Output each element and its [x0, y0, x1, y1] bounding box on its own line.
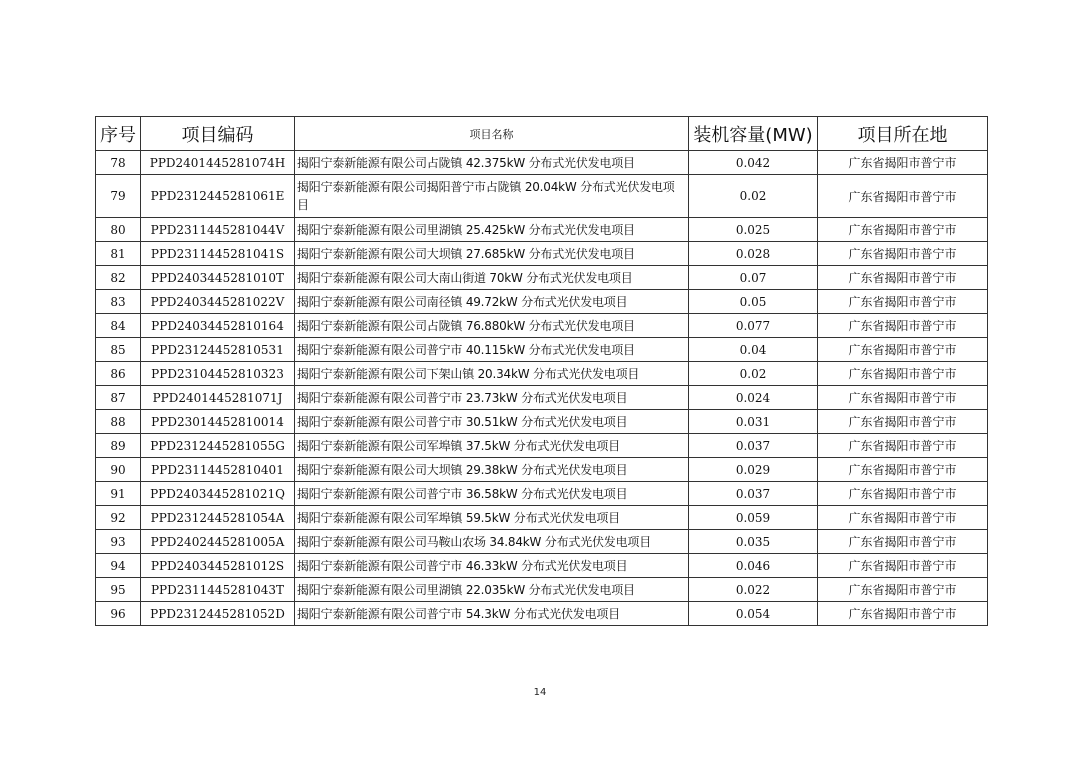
cell-code: PPD24034452810164: [141, 314, 295, 338]
cell-capacity: 0.02: [689, 175, 818, 218]
cell-code: PPD2403445281021Q: [141, 482, 295, 506]
cell-name: 揭阳宁泰新能源有限公司普宁市 46.33kW 分布式光伏发电项目: [295, 554, 689, 578]
cell-no: 92: [96, 506, 141, 530]
cell-capacity: 0.046: [689, 554, 818, 578]
header-row: [96, 117, 988, 151]
cell-capacity: 0.042: [689, 151, 818, 175]
cell-code: PPD2311445281043T: [141, 578, 295, 602]
cell-no: 86: [96, 362, 141, 386]
table-row: [96, 554, 988, 578]
header-name: 项目名称: [295, 117, 689, 151]
page-number: 14: [533, 687, 547, 698]
cell-no: 88: [96, 410, 141, 434]
cell-location: 广东省揭阳市普宁市: [818, 218, 988, 242]
cell-no: 87: [96, 386, 141, 410]
cell-name: 揭阳宁泰新能源有限公司大坝镇 29.38kW 分布式光伏发电项目: [295, 458, 689, 482]
table-row: [96, 434, 988, 458]
cell-name: 揭阳宁泰新能源有限公司里湖镇 22.035kW 分布式光伏发电项目: [295, 578, 689, 602]
table-row: [96, 362, 988, 386]
cell-capacity: 0.059: [689, 506, 818, 530]
header-code: 项目编码: [141, 117, 295, 151]
cell-capacity: 0.022: [689, 578, 818, 602]
cell-location: 广东省揭阳市普宁市: [818, 602, 988, 626]
table-body: [96, 151, 988, 626]
cell-location: 广东省揭阳市普宁市: [818, 242, 988, 266]
cell-name: 揭阳宁泰新能源有限公司普宁市 54.3kW 分布式光伏发电项目: [295, 602, 689, 626]
table-row: [96, 578, 988, 602]
cell-code: PPD23014452810014: [141, 410, 295, 434]
cell-capacity: 0.054: [689, 602, 818, 626]
cell-capacity: 0.07: [689, 266, 818, 290]
table-row: [96, 290, 988, 314]
cell-code: PPD2401445281074H: [141, 151, 295, 175]
cell-name: 揭阳宁泰新能源有限公司马鞍山农场 34.84kW 分布式光伏发电项目: [295, 530, 689, 554]
cell-code: PPD2403445281012S: [141, 554, 295, 578]
table-row: [96, 602, 988, 626]
cell-location: 广东省揭阳市普宁市: [818, 482, 988, 506]
table-row: [96, 242, 988, 266]
cell-capacity: 0.05: [689, 290, 818, 314]
cell-location: 广东省揭阳市普宁市: [818, 506, 988, 530]
cell-code: PPD23104452810323: [141, 362, 295, 386]
cell-code: PPD2312445281055G: [141, 434, 295, 458]
cell-code: PPD2401445281071J: [141, 386, 295, 410]
cell-code: PPD2311445281044V: [141, 218, 295, 242]
cell-code: PPD2403445281022V: [141, 290, 295, 314]
table-row: [96, 386, 988, 410]
cell-no: 94: [96, 554, 141, 578]
cell-no: 85: [96, 338, 141, 362]
cell-name: 揭阳宁泰新能源有限公司里湖镇 25.425kW 分布式光伏发电项目: [295, 218, 689, 242]
cell-location: 广东省揭阳市普宁市: [818, 578, 988, 602]
cell-no: 84: [96, 314, 141, 338]
table-row: [96, 314, 988, 338]
cell-name: 揭阳宁泰新能源有限公司普宁市 36.58kW 分布式光伏发电项目: [295, 482, 689, 506]
cell-name: 揭阳宁泰新能源有限公司揭阳普宁市占陇镇 20.04kW 分布式光伏发电项目: [295, 175, 689, 218]
table-row: [96, 218, 988, 242]
cell-location: 广东省揭阳市普宁市: [818, 362, 988, 386]
cell-location: 广东省揭阳市普宁市: [818, 314, 988, 338]
cell-name: 揭阳宁泰新能源有限公司南径镇 49.72kW 分布式光伏发电项目: [295, 290, 689, 314]
cell-no: 82: [96, 266, 141, 290]
table-row: [96, 175, 988, 218]
cell-no: 78: [96, 151, 141, 175]
cell-location: 广东省揭阳市普宁市: [818, 434, 988, 458]
cell-name: 揭阳宁泰新能源有限公司军埠镇 59.5kW 分布式光伏发电项目: [295, 506, 689, 530]
table-header: [96, 117, 988, 151]
table-row: [96, 410, 988, 434]
cell-capacity: 0.025: [689, 218, 818, 242]
cell-name: 揭阳宁泰新能源有限公司普宁市 40.115kW 分布式光伏发电项目: [295, 338, 689, 362]
table-row: [96, 338, 988, 362]
cell-no: 91: [96, 482, 141, 506]
table-row: [96, 530, 988, 554]
cell-no: 80: [96, 218, 141, 242]
cell-capacity: 0.04: [689, 338, 818, 362]
cell-location: 广东省揭阳市普宁市: [818, 338, 988, 362]
cell-code: PPD23124452810531: [141, 338, 295, 362]
cell-code: PPD2403445281010T: [141, 266, 295, 290]
cell-no: 81: [96, 242, 141, 266]
cell-no: 96: [96, 602, 141, 626]
cell-capacity: 0.035: [689, 530, 818, 554]
cell-capacity: 0.077: [689, 314, 818, 338]
project-table: [95, 116, 988, 626]
cell-name: 揭阳宁泰新能源有限公司军埠镇 37.5kW 分布式光伏发电项目: [295, 434, 689, 458]
cell-location: 广东省揭阳市普宁市: [818, 458, 988, 482]
cell-capacity: 0.031: [689, 410, 818, 434]
cell-code: PPD2311445281041S: [141, 242, 295, 266]
cell-no: 89: [96, 434, 141, 458]
cell-location: 广东省揭阳市普宁市: [818, 151, 988, 175]
cell-location: 广东省揭阳市普宁市: [818, 554, 988, 578]
cell-no: 95: [96, 578, 141, 602]
table-row: [96, 151, 988, 175]
cell-location: 广东省揭阳市普宁市: [818, 290, 988, 314]
cell-code: PPD2312445281061E: [141, 175, 295, 218]
cell-location: 广东省揭阳市普宁市: [818, 386, 988, 410]
cell-no: 90: [96, 458, 141, 482]
table-row: [96, 458, 988, 482]
cell-capacity: 0.028: [689, 242, 818, 266]
cell-name: 揭阳宁泰新能源有限公司普宁市 23.73kW 分布式光伏发电项目: [295, 386, 689, 410]
cell-location: 广东省揭阳市普宁市: [818, 410, 988, 434]
cell-location: 广东省揭阳市普宁市: [818, 266, 988, 290]
cell-location: 广东省揭阳市普宁市: [818, 530, 988, 554]
header-capacity: 装机容量(MW): [689, 117, 818, 151]
cell-capacity: 0.02: [689, 362, 818, 386]
cell-no: 93: [96, 530, 141, 554]
cell-no: 83: [96, 290, 141, 314]
cell-capacity: 0.037: [689, 482, 818, 506]
cell-name: 揭阳宁泰新能源有限公司普宁市 30.51kW 分布式光伏发电项目: [295, 410, 689, 434]
cell-name: 揭阳宁泰新能源有限公司下架山镇 20.34kW 分布式光伏发电项目: [295, 362, 689, 386]
header-location: 项目所在地: [818, 117, 988, 151]
cell-code: PPD2312445281052D: [141, 602, 295, 626]
cell-capacity: 0.037: [689, 434, 818, 458]
cell-name: 揭阳宁泰新能源有限公司大坝镇 27.685kW 分布式光伏发电项目: [295, 242, 689, 266]
cell-code: PPD23114452810401: [141, 458, 295, 482]
cell-capacity: 0.029: [689, 458, 818, 482]
table-row: [96, 506, 988, 530]
cell-no: 79: [96, 175, 141, 218]
cell-capacity: 0.024: [689, 386, 818, 410]
cell-location: 广东省揭阳市普宁市: [818, 175, 988, 218]
cell-code: PPD2312445281054A: [141, 506, 295, 530]
header-no: 序号: [96, 117, 141, 151]
cell-name: 揭阳宁泰新能源有限公司占陇镇 76.880kW 分布式光伏发电项目: [295, 314, 689, 338]
table-row: [96, 482, 988, 506]
cell-name: 揭阳宁泰新能源有限公司大南山街道 70kW 分布式光伏发电项目: [295, 266, 689, 290]
cell-code: PPD2402445281005A: [141, 530, 295, 554]
table-row: [96, 266, 988, 290]
cell-name: 揭阳宁泰新能源有限公司占陇镇 42.375kW 分布式光伏发电项目: [295, 151, 689, 175]
